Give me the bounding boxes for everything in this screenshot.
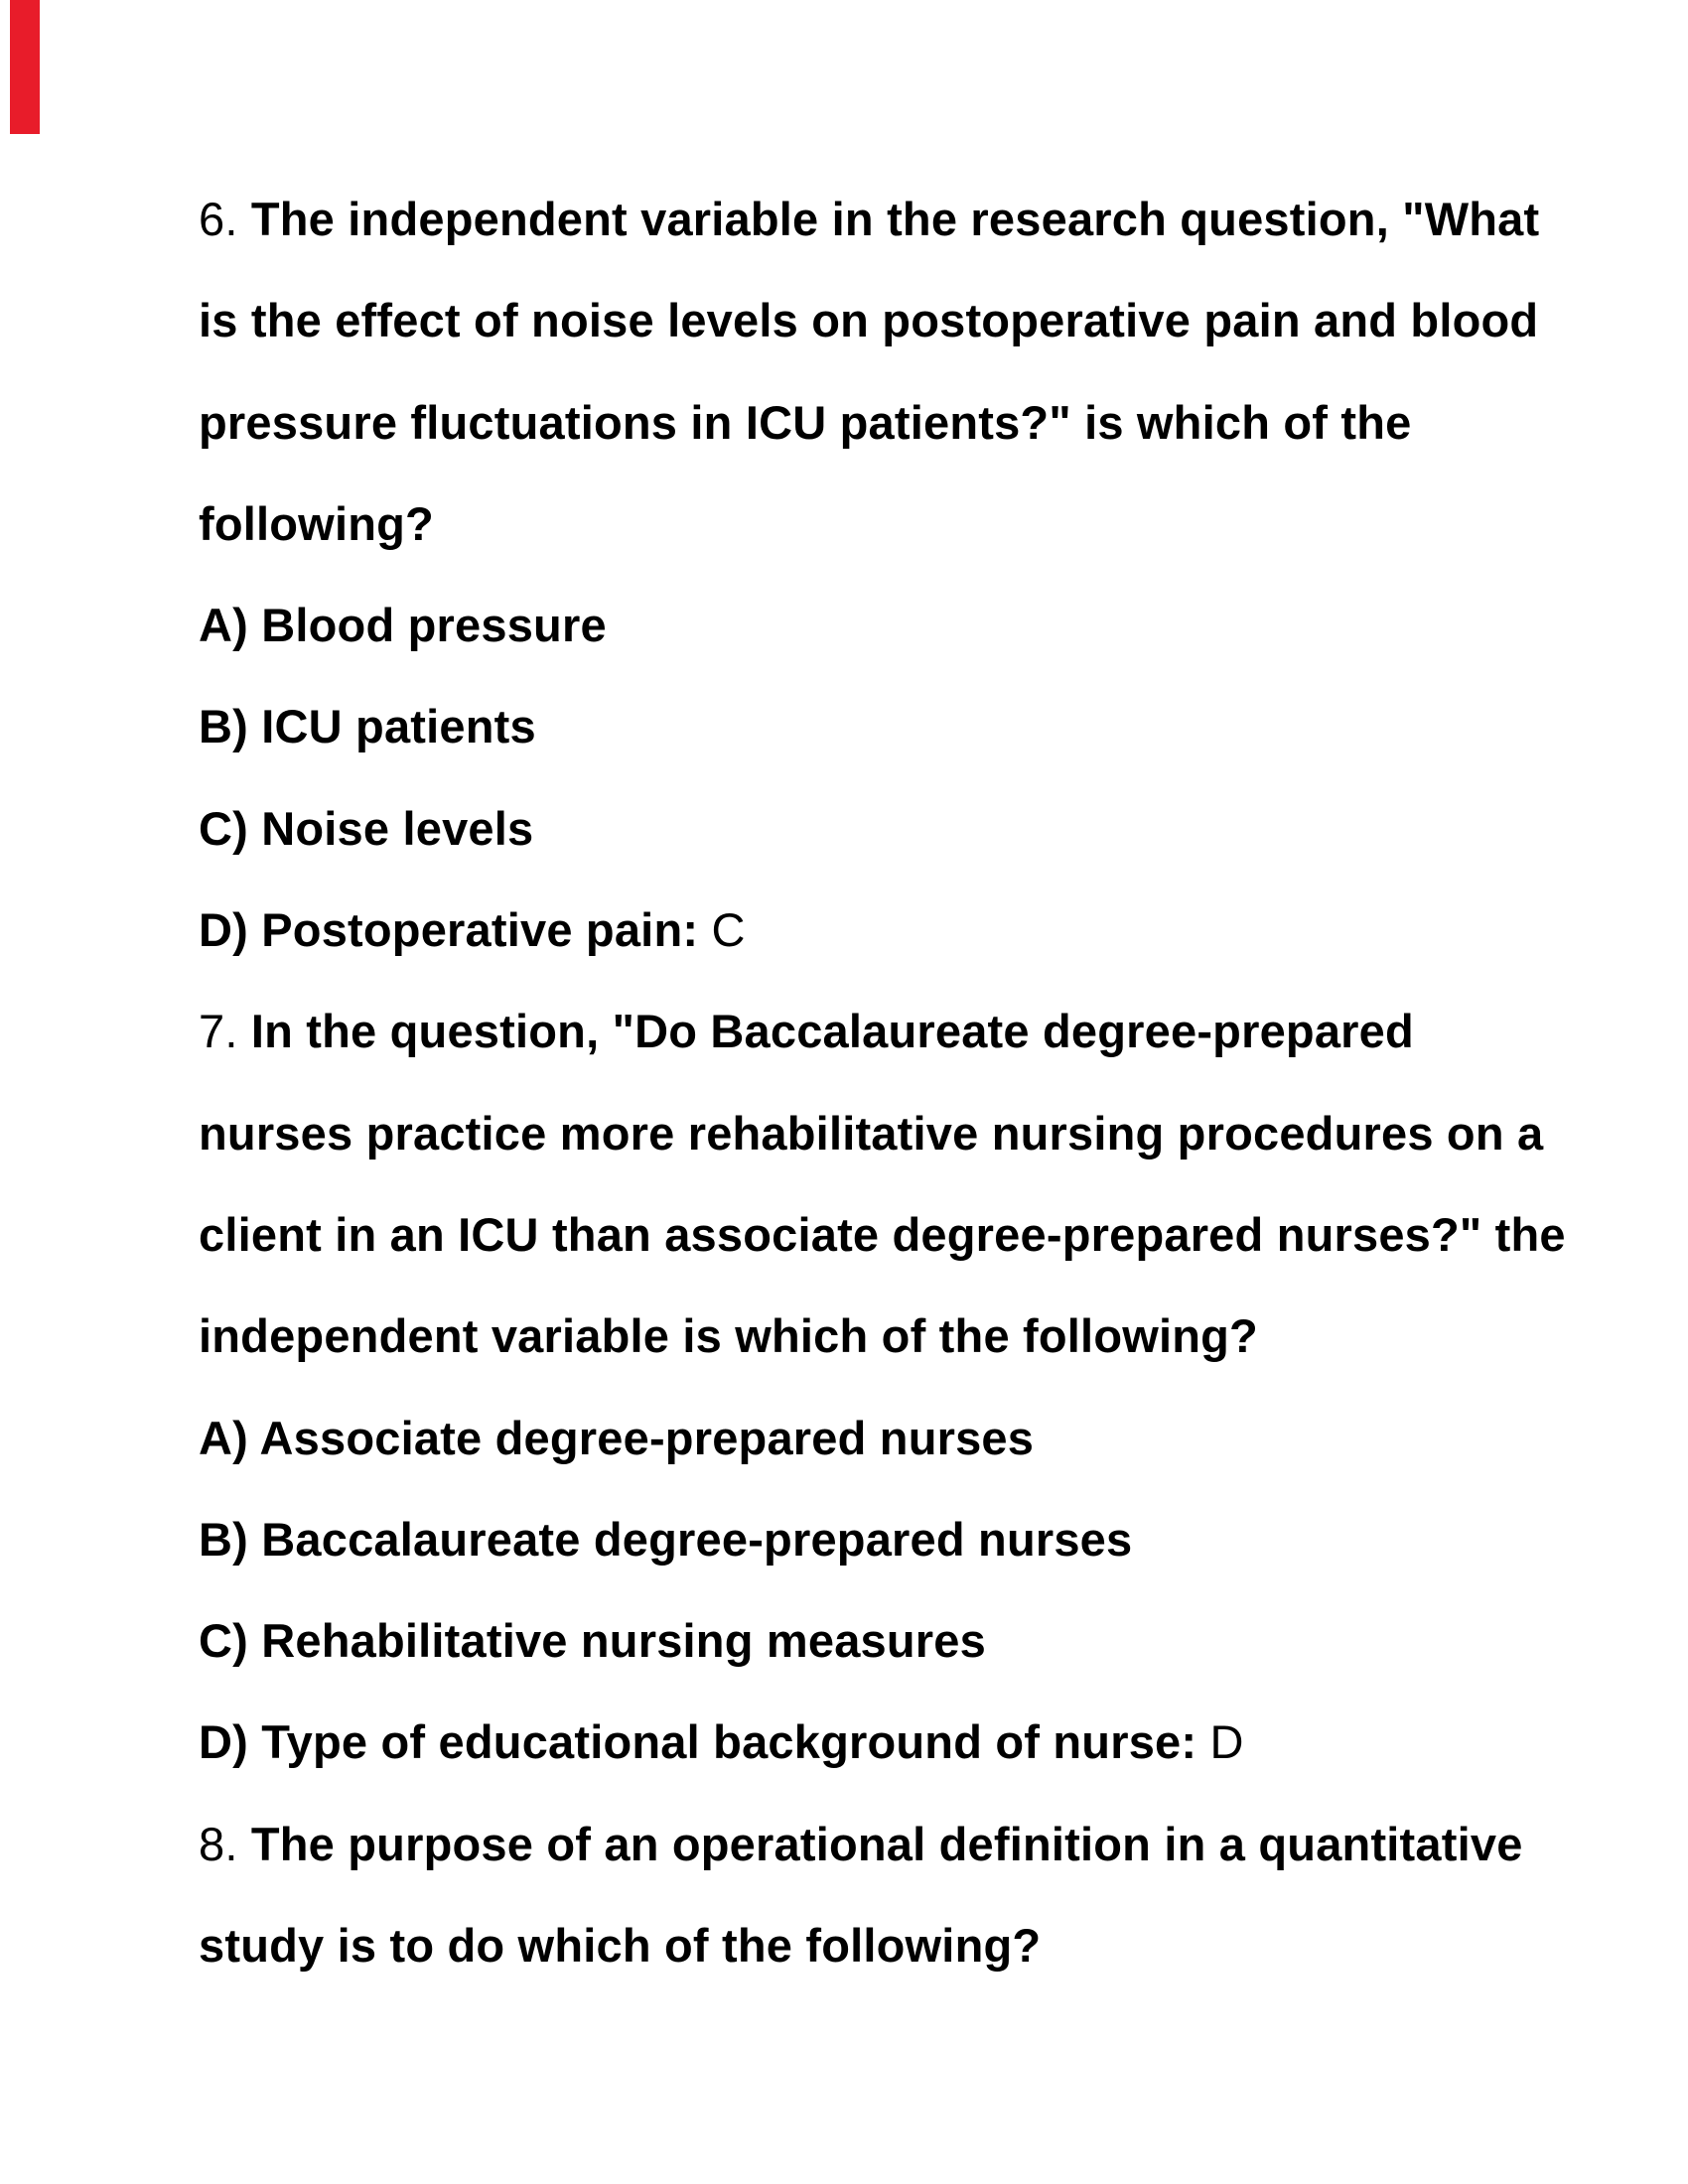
red-bookmark-ribbon <box>10 0 40 134</box>
q6-line-1 <box>199 169 1589 270</box>
q8-text-segment: The purpose of an operational definition in a quantitative <box>250 1817 1523 1870</box>
q6-option-c <box>199 778 1589 880</box>
q7-option-c <box>199 1590 1589 1692</box>
option-text: C) Noise levels <box>199 801 534 855</box>
q7-option-d <box>199 1692 1589 1793</box>
q6-line-2 <box>199 270 1589 371</box>
q7-line-2 <box>199 1083 1589 1184</box>
option-text: A) Associate degree-prepared nurses <box>199 1411 1035 1464</box>
option-text: D) Type of educational background of nurse: <box>199 1715 1197 1769</box>
option-text: A) Blood pressure <box>199 599 607 652</box>
q7-answer-letter: D <box>1196 1715 1244 1769</box>
q6-option-b <box>199 676 1589 777</box>
q7-text-segment: nurses practice more rehabilitative nursing procedures on a <box>199 1106 1544 1160</box>
q8-line-1 <box>199 1794 1589 1895</box>
q6-option-a <box>199 575 1589 676</box>
q6-text-segment: The independent variable in the research question, "What <box>250 193 1540 245</box>
q6-line-3 <box>199 372 1589 474</box>
q6-text-segment: pressure fluctuations in ICU patients?" is which of the <box>199 395 1412 449</box>
q7-line-1 <box>199 981 1589 1082</box>
q6-option-d <box>199 880 1589 981</box>
q7-line-3 <box>199 1184 1589 1286</box>
q7-option-b <box>199 1489 1589 1590</box>
question-text-block <box>199 169 1589 1996</box>
q7-text-segment: client in an ICU than associate degree-prepared nurses?" the <box>199 1207 1566 1261</box>
q6-line-4 <box>199 474 1589 575</box>
q6-text-segment: is the effect of noise levels on postoperative pain and blood <box>199 294 1539 347</box>
q7-question-number: 7. <box>199 1005 251 1058</box>
q6-answer-letter: C <box>698 903 746 957</box>
q7-text-segment: In the question, "Do Baccalaureate degree-prepared <box>250 1005 1414 1058</box>
q8-line-2 <box>199 1895 1589 1996</box>
option-text: B) ICU patients <box>199 700 536 753</box>
q8-question-number: 8. <box>199 1817 251 1870</box>
q6-text-segment: following? <box>199 496 434 550</box>
q7-text-segment: independent variable is which of the following? <box>199 1309 1258 1363</box>
option-text: B) Baccalaureate degree-prepared nurses <box>199 1512 1133 1566</box>
q6-question-number: 6. <box>199 193 251 245</box>
q8-text-segment: study is to do which of the following? <box>199 1919 1042 1973</box>
q7-option-a <box>199 1388 1589 1489</box>
q7-line-4 <box>199 1286 1589 1387</box>
option-text: C) Rehabilitative nursing measures <box>199 1614 986 1668</box>
option-text: D) Postoperative pain: <box>199 903 699 957</box>
